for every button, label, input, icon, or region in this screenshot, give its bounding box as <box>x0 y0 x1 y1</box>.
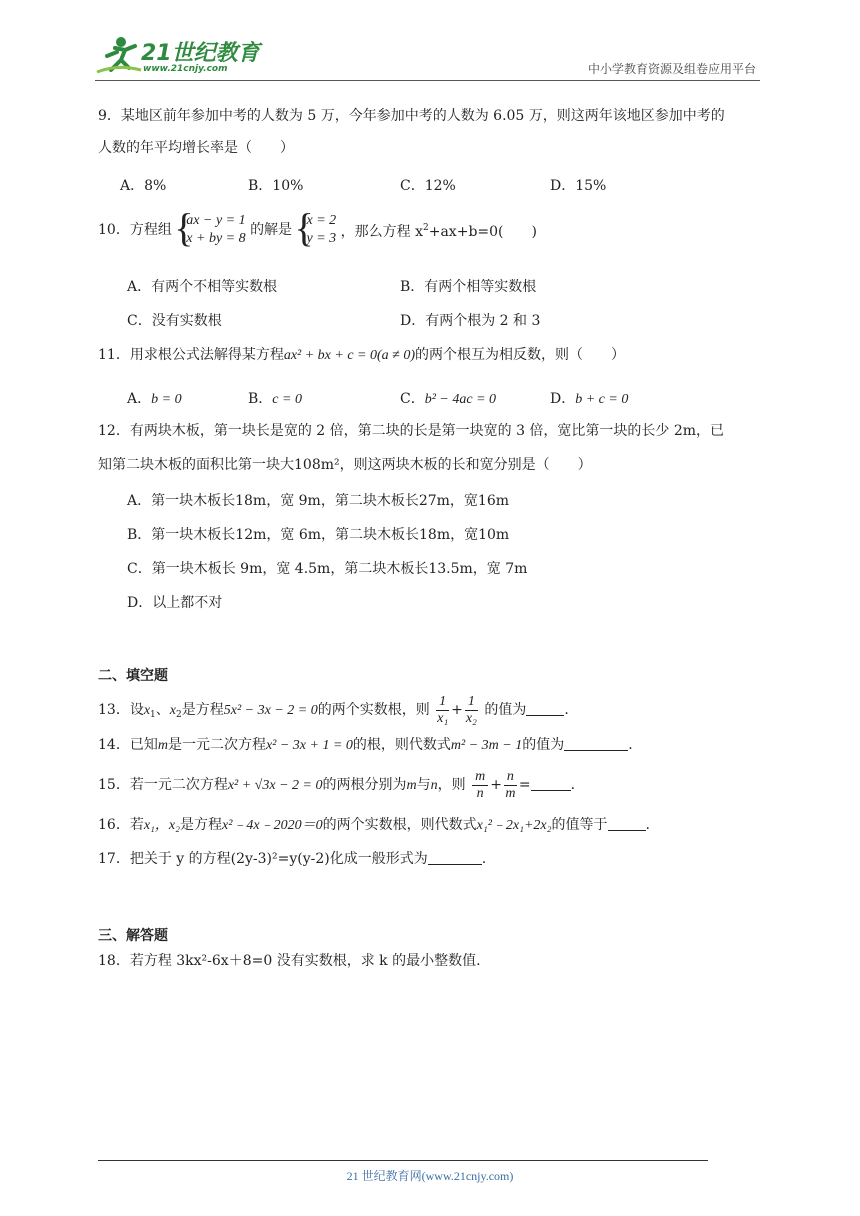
q13-text-c: 、 <box>155 702 170 718</box>
q13-frac1-den: x₁ <box>437 710 449 726</box>
q11-option-b-label: B． <box>248 391 273 407</box>
q11-option-b-math: c = 0 <box>272 392 302 407</box>
q15-frac2-num: n <box>504 769 517 786</box>
section-fill-in: 二、填空题 <box>98 667 168 683</box>
q15-frac2-den: m <box>505 785 516 801</box>
q10-option-d: D．有两个根为 2 和 3 <box>400 313 541 329</box>
q14-text-a: 14．已知 <box>98 737 158 753</box>
q16-expression: x₁²﹣2x₁+2x₂ <box>476 818 552 833</box>
q13-fraction-2 <box>465 694 478 727</box>
logo-text: 21世纪教育 <box>141 41 260 66</box>
q14-text-b: 是一元二次方程 <box>167 737 266 753</box>
q17-text: 17．把关于 y 的方程(2y-3)²=y(y-2)化成一般形式为 <box>98 851 428 867</box>
q12-option-a: A．第一块木板长18m，宽 9m，第二块木板长27m，宽16m <box>127 493 510 509</box>
q11-option-c <box>400 388 496 408</box>
q15-answer-blank[interactable] <box>531 776 571 791</box>
q11-prefix: 11．用求根公式法解得某方程 <box>98 347 284 363</box>
q10-sys1-eq2: x + by = 8 <box>186 231 246 246</box>
q10-suffix-sup: 2 <box>423 223 429 233</box>
q17-period: . <box>481 851 487 867</box>
q13-text-a: 13．设 <box>98 702 144 718</box>
q13-x1: x <box>143 703 151 718</box>
page-footer[interactable]: 21 世纪教育网(www.21cnjy.com) <box>346 1169 514 1183</box>
q13-frac2-den: x₂ <box>465 710 477 726</box>
footer-divider <box>98 1160 708 1161</box>
q9-option-c: C．12% <box>400 178 456 194</box>
q11-option-a-label: A． <box>127 391 152 407</box>
question-9-line1: 9．某地区前年参加中考的人数为 5 万，今年参加中考的人数为 6.05 万，则这两年该地区参加中考的 <box>98 108 725 124</box>
q10-system-2 <box>297 212 337 248</box>
q14-answer-blank[interactable] <box>564 736 628 751</box>
question-14 <box>98 732 633 759</box>
q13-frac1-num: 1 <box>436 694 449 711</box>
q9-option-b: B．10% <box>248 178 304 194</box>
q10-sys2-eq1: { x = 2 <box>306 213 337 228</box>
q13-fraction-1 <box>436 694 449 727</box>
q15-text-d: ，则 <box>437 777 466 793</box>
q12-option-b: B．第一块木板长12m，宽 6m，第二块木板长18m，宽10m <box>127 527 510 543</box>
q13-text-f: 的两个实数根，则 <box>317 702 430 718</box>
q15-m: m <box>406 778 417 793</box>
q14-text-c: 的根，则代数式 <box>352 737 451 753</box>
q15-frac1-num: m <box>472 769 488 786</box>
q15-equals: = <box>518 777 531 793</box>
q9-option-a: A．8% <box>120 178 167 194</box>
question-10 <box>98 212 537 248</box>
q14-expression: m² − 3m − 1 <box>450 738 523 753</box>
q11-option-d-label: D． <box>550 391 576 407</box>
q11-option-d-math: b + c = 0 <box>575 392 629 407</box>
q10-suffix: ，那么方程 x <box>340 224 423 240</box>
q15-text-b: 的两根分别为 <box>322 777 407 793</box>
q15-fraction-1 <box>472 769 488 802</box>
logo-url: www.21cnjy.com <box>143 64 228 74</box>
q16-equation: x²﹣4x﹣2020＝0 <box>222 818 323 833</box>
q13-equation: 5x² − 3x − 2 = 0 <box>223 703 318 718</box>
q9-option-d: D．15% <box>550 178 607 194</box>
q10-sys2-eq2: y = 3 <box>306 231 337 246</box>
q16-answer-blank[interactable] <box>608 816 646 831</box>
q10-prefix: 10．方程组 <box>98 222 172 238</box>
q13-answer-blank[interactable] <box>526 701 564 716</box>
logo <box>95 34 265 76</box>
q11-option-c-label: C． <box>400 391 425 407</box>
q11-option-a-math: b = 0 <box>151 392 182 407</box>
q10-option-c: C．没有实数根 <box>127 313 222 329</box>
q15-text-c: 与 <box>416 777 431 793</box>
question-12-line2: 知第二块木板的面积比第一块大108m²，则这两块木板的长和宽分别是（ ） <box>98 457 592 473</box>
q14-m: m <box>157 738 168 753</box>
q16-period: . <box>645 817 650 833</box>
q11-option-c-math: b² − 4ac = 0 <box>424 392 497 407</box>
q13-x2: x <box>169 703 176 718</box>
q10-suffix-wrap <box>341 224 537 240</box>
q16-text-1: 16．若 <box>98 817 144 833</box>
q14-equation: x² − 3x + 1 = 0 <box>265 738 353 753</box>
q10-option-a: A．有两个不相等实数根 <box>127 279 278 295</box>
runner-logo-icon <box>95 34 143 76</box>
q16-text-3: 的两个实数根，则代数式 <box>322 817 477 833</box>
question-13: 13．设$x_1$、$x_2$是方程5x² − 3x − 2 = 0的两个实数根，则 $\frac{1}{\text{x₁}}$ + $\frac{1}{\text{x₂}}$ 的值为 . <box>98 693 569 726</box>
q15-n: n <box>430 778 438 793</box>
q11-option-d <box>550 388 628 408</box>
q16-text-4: 的值等于 <box>551 817 608 833</box>
q12-option-d: D．以上都不对 <box>127 595 223 611</box>
q15-equation: x² + √3x − 2 = 0 <box>227 778 323 793</box>
q13-x2-sub: 2 <box>176 710 182 720</box>
q15-text-a: 15．若一元二次方程 <box>98 777 228 793</box>
q10-option-b: B．有两个相等实数根 <box>400 279 537 295</box>
q15-period: . <box>570 777 576 793</box>
q15-fraction-2 <box>504 769 517 802</box>
question-9-line2: 人数的年平均增长率是（ ） <box>98 140 294 156</box>
q16-text-2: 是方程 <box>180 817 222 833</box>
page-header <box>95 30 760 81</box>
question-11 <box>98 342 625 369</box>
q13-x1-sub: 1 <box>150 710 156 720</box>
q13-text-g: 的值为 <box>484 702 527 718</box>
question-18: 18．若方程 3kx²-6x＋8=0 没有实数根，求 k 的最小整数值. <box>98 953 481 969</box>
q11-suffix: 的两个根互为相反数，则（ ） <box>415 347 626 363</box>
question-12-line1: 12．有两块木板，第一块长是宽的 2 倍，第二块的长是第一块宽的 3 倍，宽比第一块的长少 2m，已 <box>98 423 725 439</box>
q14-text-d: 的值为 <box>522 737 565 753</box>
q11-equation: ax² + bx + c = 0(a ≠ 0) <box>283 348 416 363</box>
question-15: 15．若一元二次方程x² + √3x − 2 = 0的两根分别为m与n，则 $\frac{m}{n}$ + $\frac{n}{m}$ = . <box>98 768 576 801</box>
q14-period: . <box>628 737 633 753</box>
question-17 <box>98 846 486 872</box>
q11-option-b <box>248 388 302 408</box>
q13-text-e: 是方程 <box>181 702 224 718</box>
question-16 <box>98 812 650 839</box>
q17-answer-blank[interactable] <box>428 850 482 865</box>
q13-period: . <box>564 702 569 718</box>
q11-option-a <box>127 388 182 408</box>
q15-frac1-den: n <box>476 785 484 801</box>
q10-suffix-end: +ax+b=0( ) <box>428 224 537 240</box>
q10-system-1 <box>176 212 245 248</box>
q12-option-c: C．第一块木板长 9m，宽 4.5m，第二块木板长13.5m，宽 7m <box>127 561 528 577</box>
q10-sys1-eq1: { ax − y = 1 <box>186 213 246 228</box>
q13-frac2-num: 1 <box>465 694 478 711</box>
section-solve: 三、解答题 <box>98 927 168 943</box>
q16-roots: x₁，x₂ <box>143 818 180 833</box>
q10-mid: 的解是 <box>250 222 293 238</box>
platform-title: 中小学教育资源及组卷应用平台 <box>587 62 756 76</box>
